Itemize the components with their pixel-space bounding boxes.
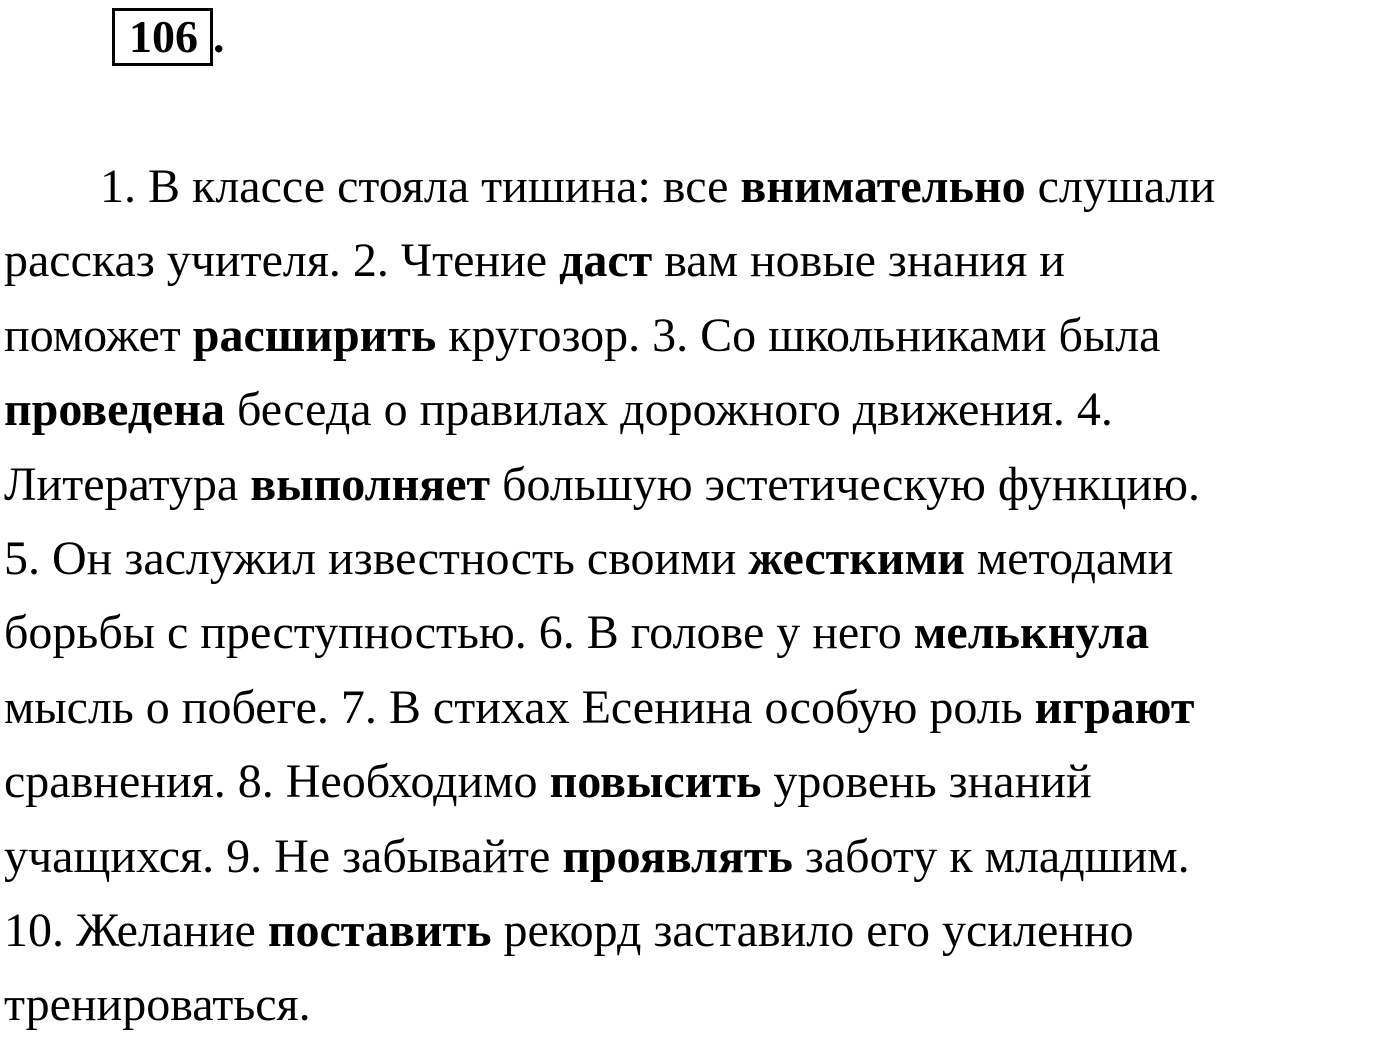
text-segment: учащихся. 9. Не забывайте — [4, 829, 563, 883]
text-line — [4, 373, 1398, 447]
text-segment: сравнения. 8. Необходимо — [4, 755, 550, 809]
text-line — [4, 745, 1398, 819]
keyword: расширить — [192, 308, 437, 362]
text-line — [4, 522, 1398, 596]
text-line — [4, 820, 1398, 894]
exercise-text — [4, 150, 1398, 1043]
text-line — [4, 299, 1398, 373]
keyword: проведена — [4, 383, 225, 437]
text-segment: мысль о побеге. 7. В стихах Есенина особую роль — [4, 680, 1035, 734]
keyword: повысить — [549, 755, 762, 809]
text-line — [4, 894, 1398, 968]
text-segment: Литература — [4, 457, 251, 511]
text-line — [4, 150, 1398, 224]
text-line — [4, 224, 1398, 298]
keyword: внимательно — [740, 160, 1026, 213]
text-segment: поможет — [4, 308, 193, 362]
text-segment: рекорд заставило его усиленно — [491, 904, 1134, 958]
text-segment: слушали — [1025, 160, 1216, 213]
exercise-number-dot: . — [213, 11, 225, 62]
text-line — [4, 671, 1398, 745]
text-segment: 5. Он заслужил известность своими — [4, 532, 749, 586]
keyword: выполняет — [250, 457, 491, 511]
text-segment: заботу к младшим. — [792, 829, 1190, 883]
text-segment: борьбы с преступностью. 6. В голове у него — [4, 606, 914, 660]
text-segment: 10. Желание — [4, 904, 268, 958]
text-segment: тренироваться. — [4, 978, 311, 1032]
text-segment: уровень знаний — [761, 755, 1092, 809]
keyword: мелькнула — [913, 606, 1150, 660]
text-line — [4, 596, 1398, 670]
keyword: даст — [559, 234, 653, 288]
exercise-number: 106 — [112, 8, 213, 66]
text-segment: 1. В классе стояла тишина: все — [100, 160, 741, 213]
text-line — [4, 968, 1398, 1042]
keyword: жесткими — [748, 532, 965, 586]
keyword: проявлять — [562, 829, 793, 883]
keyword: поставить — [267, 904, 492, 958]
text-line — [4, 448, 1398, 522]
text-segment: методами — [964, 532, 1174, 586]
exercise-header — [112, 8, 225, 66]
text-segment: рассказ учителя. 2. Чтение — [4, 234, 560, 288]
text-segment: беседа о правилах дорожного движения. 4. — [225, 383, 1113, 437]
text-segment: кругозор. 3. Со школьниками была — [436, 308, 1161, 362]
keyword: играют — [1034, 680, 1195, 734]
text-segment: вам новые знания и — [652, 234, 1065, 288]
text-segment: большую эстетическую функцию. — [490, 457, 1200, 511]
